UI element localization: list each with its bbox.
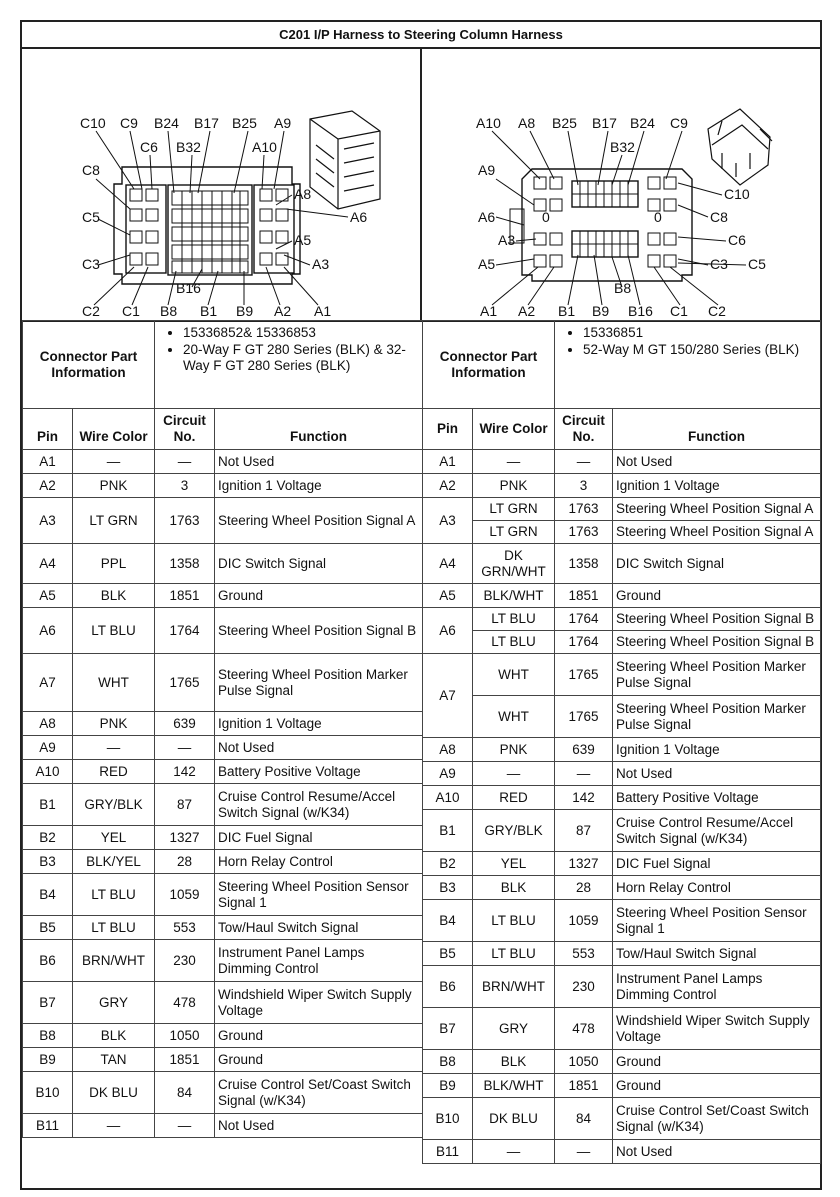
pin-header: Pin (23, 409, 73, 450)
wire-color-cell: BLK/WHT (473, 584, 555, 608)
function-cell: Steering Wheel Position Marker Pulse Signal (613, 696, 821, 738)
pin-cell: B1 (423, 810, 473, 852)
wire-color-cell: GRY (73, 982, 155, 1024)
pin-cell: A1 (23, 450, 73, 474)
function-cell: Steering Wheel Position Signal A (613, 521, 821, 544)
table-row (423, 450, 821, 474)
pin-cell: A3 (23, 498, 73, 544)
wire-color-cell: BLK (473, 1050, 555, 1074)
pin-cell: B6 (23, 940, 73, 982)
pin-cell: A2 (23, 474, 73, 498)
connector-info-bullets (155, 321, 423, 409)
pin-label: A8 (294, 186, 312, 202)
function-cell: Ground (613, 584, 821, 608)
pin-label: B16 (176, 280, 201, 296)
function-cell: DIC Fuel Signal (215, 826, 423, 850)
connector-part-number: • 15336851 (583, 325, 817, 341)
connector-description: • 52-Way M GT 150/280 Series (BLK) (583, 342, 817, 358)
connector-isometric-icon (310, 111, 380, 209)
function-cell: Steering Wheel Position Sensor Signal 1 (215, 874, 423, 916)
pin-cell: B3 (23, 850, 73, 874)
function-cell: Steering Wheel Position Signal A (613, 498, 821, 521)
table-row (23, 544, 423, 584)
circuit-cell: — (555, 1140, 613, 1164)
table-row (23, 760, 423, 784)
function-cell: Steering Wheel Position Sensor Signal 1 (613, 900, 821, 942)
function-cell: Ignition 1 Voltage (215, 474, 423, 498)
table-row (23, 784, 423, 826)
circuit-cell: 1851 (155, 1048, 215, 1072)
circuit-cell: — (155, 450, 215, 474)
pin-cell: A10 (23, 760, 73, 784)
table-row (23, 1048, 423, 1072)
wire-color-cell: — (473, 1140, 555, 1164)
pin-label: C2 (82, 303, 100, 319)
circuit-cell: 84 (155, 1072, 215, 1114)
pin-label: B32 (176, 139, 201, 155)
circuit-cell: 87 (155, 784, 215, 826)
pin-label: C5 (748, 256, 766, 272)
right-pinout-table (422, 320, 821, 1164)
circuit-cell: 1358 (555, 544, 613, 584)
pin-cell: A9 (423, 762, 473, 786)
pin-cell: A9 (23, 736, 73, 760)
connector-info-bullets (555, 321, 821, 409)
function-cell: Ground (215, 1048, 423, 1072)
circuit-header: Circuit No. (155, 409, 215, 450)
connector-description: • 20-Way F GT 280 Series (BLK) & 32-Way F GT 280 Series (BLK) (183, 342, 419, 374)
pin-label: B17 (592, 115, 617, 131)
pin-label: B24 (630, 115, 655, 131)
wire-color-cell: BLK/YEL (73, 850, 155, 874)
pin-label: C10 (724, 186, 750, 202)
connector-isometric-icon (708, 109, 772, 185)
table-row (423, 521, 821, 544)
circuit-cell: 1851 (555, 1074, 613, 1098)
table-row (423, 498, 821, 521)
pin-label: 0 (542, 209, 550, 225)
table-row (23, 498, 423, 544)
function-cell: Steering Wheel Position Marker Pulse Signal (613, 654, 821, 696)
function-cell: Ground (613, 1050, 821, 1074)
pin-label: B32 (610, 139, 635, 155)
wire-color-cell: — (473, 762, 555, 786)
table-row (23, 826, 423, 850)
pin-cell: B9 (23, 1048, 73, 1072)
table-row (23, 712, 423, 736)
table-row (423, 1140, 821, 1164)
pin-label: B1 (558, 303, 576, 319)
table-row (23, 608, 423, 654)
table-row (423, 654, 821, 696)
pin-label: A2 (518, 303, 536, 319)
pin-label: C1 (670, 303, 688, 319)
table-row (423, 474, 821, 498)
pin-cell: A7 (423, 654, 473, 738)
wire-color-cell: LT BLU (73, 874, 155, 916)
pin-label: C6 (728, 232, 746, 248)
wire-color-cell: GRY/BLK (73, 784, 155, 826)
pin-label: C3 (82, 256, 100, 272)
table-row (423, 810, 821, 852)
pin-label: B25 (232, 115, 257, 131)
circuit-cell: 28 (555, 876, 613, 900)
pin-cell: B8 (23, 1024, 73, 1048)
circuit-cell: — (155, 736, 215, 760)
pin-label: C6 (140, 139, 158, 155)
pin-label: A10 (252, 139, 277, 155)
wire-color-cell: TAN (73, 1048, 155, 1072)
function-cell: Ignition 1 Voltage (215, 712, 423, 736)
function-cell: Ground (215, 584, 423, 608)
pin-cell: B2 (423, 852, 473, 876)
wire-color-cell: YEL (473, 852, 555, 876)
wire-color-cell: BLK (473, 876, 555, 900)
wire-color-cell: WHT (473, 696, 555, 738)
pin-label: B24 (154, 115, 179, 131)
circuit-cell: 1059 (555, 900, 613, 942)
table-row (423, 942, 821, 966)
pin-label: B9 (236, 303, 254, 319)
pin-label: C2 (708, 303, 726, 319)
pin-label: 0 (654, 209, 662, 225)
pin-cell: B8 (423, 1050, 473, 1074)
pin-cell: B7 (423, 1008, 473, 1050)
pin-label: A9 (274, 115, 292, 131)
circuit-cell: 478 (155, 982, 215, 1024)
pin-label: C8 (82, 162, 100, 178)
wire-color-cell: YEL (73, 826, 155, 850)
table-row (423, 631, 821, 654)
circuit-cell: — (555, 762, 613, 786)
function-cell: Steering Wheel Position Signal A (215, 498, 423, 544)
table-row (423, 1098, 821, 1140)
function-cell: Instrument Panel Lamps Dimming Control (613, 966, 821, 1008)
wire-color-cell: DK GRN/WHT (473, 544, 555, 584)
wire-color-header: Wire Color (73, 409, 155, 450)
pin-label: C8 (710, 209, 728, 225)
circuit-cell: 1765 (155, 654, 215, 712)
wire-color-cell: RED (473, 786, 555, 810)
wire-color-cell: LT BLU (473, 942, 555, 966)
circuit-cell: 3 (555, 474, 613, 498)
left-connector-drawing (22, 49, 420, 320)
circuit-cell: 1050 (155, 1024, 215, 1048)
circuit-cell: 1327 (155, 826, 215, 850)
wire-color-cell: DK BLU (473, 1098, 555, 1140)
pin-label: A6 (350, 209, 368, 225)
pin-label: A3 (498, 232, 516, 248)
circuit-cell: 1851 (155, 584, 215, 608)
document-frame (20, 20, 822, 1190)
circuit-cell: 639 (155, 712, 215, 736)
wire-color-cell: BRN/WHT (473, 966, 555, 1008)
wire-color-cell: RED (73, 760, 155, 784)
wire-color-cell: PNK (473, 738, 555, 762)
table-row (423, 876, 821, 900)
function-cell: Ignition 1 Voltage (613, 738, 821, 762)
circuit-cell: 230 (555, 966, 613, 1008)
wire-color-cell: — (73, 1114, 155, 1138)
function-cell: Not Used (215, 1114, 423, 1138)
pin-cell: A8 (423, 738, 473, 762)
function-cell: Cruise Control Set/Coast Switch Signal (w/K34) (215, 1072, 423, 1114)
function-cell: Cruise Control Set/Coast Switch Signal (w/K34) (613, 1098, 821, 1140)
table-row (423, 584, 821, 608)
function-cell: Steering Wheel Position Signal B (613, 631, 821, 654)
pin-label: B16 (628, 303, 653, 319)
function-cell: Windshield Wiper Switch Supply Voltage (215, 982, 423, 1024)
function-cell: Battery Positive Voltage (613, 786, 821, 810)
wire-color-cell: LT BLU (473, 631, 555, 654)
pin-cell: A6 (423, 608, 473, 654)
wire-color-cell: — (73, 736, 155, 760)
pin-label: A2 (274, 303, 292, 319)
pin-header: Pin (423, 409, 473, 450)
pin-label: B17 (194, 115, 219, 131)
pin-cell: A2 (423, 474, 473, 498)
function-header: Function (613, 409, 821, 450)
pin-cell: A8 (23, 712, 73, 736)
right-connector-drawing (422, 49, 820, 320)
function-cell: Not Used (215, 450, 423, 474)
wire-color-cell: LT GRN (473, 498, 555, 521)
table-row (423, 738, 821, 762)
table-row (23, 1114, 423, 1138)
table-row (423, 966, 821, 1008)
wire-color-cell: LT GRN (73, 498, 155, 544)
table-row (423, 852, 821, 876)
pin-label: A5 (294, 232, 312, 248)
wire-color-cell: GRY (473, 1008, 555, 1050)
pin-cell: B5 (423, 942, 473, 966)
circuit-cell: — (155, 1114, 215, 1138)
circuit-cell: 3 (155, 474, 215, 498)
wire-color-cell: PPL (73, 544, 155, 584)
connector-info-heading: Connector Part Information (423, 321, 555, 409)
circuit-cell: 28 (155, 850, 215, 874)
pin-cell: A1 (423, 450, 473, 474)
right-connector-diagram (422, 49, 820, 322)
pin-cell: B10 (423, 1098, 473, 1140)
pin-label: C3 (710, 256, 728, 272)
pin-label: B25 (552, 115, 577, 131)
circuit-cell: 142 (155, 760, 215, 784)
pin-cell: B7 (23, 982, 73, 1024)
table-row (23, 850, 423, 874)
circuit-cell: 1764 (155, 608, 215, 654)
function-cell: DIC Fuel Signal (613, 852, 821, 876)
table-row (423, 762, 821, 786)
function-cell: Battery Positive Voltage (215, 760, 423, 784)
circuit-cell: 1358 (155, 544, 215, 584)
function-cell: Steering Wheel Position Signal B (215, 608, 423, 654)
function-cell: DIC Switch Signal (215, 544, 423, 584)
circuit-cell: 1050 (555, 1050, 613, 1074)
pin-label: B8 (160, 303, 178, 319)
table-row (423, 696, 821, 738)
pin-cell: B4 (423, 900, 473, 942)
wire-color-cell: LT BLU (73, 916, 155, 940)
left-pinout-table (22, 320, 423, 1138)
wire-color-cell: GRY/BLK (473, 810, 555, 852)
wire-color-cell: BLK (73, 584, 155, 608)
function-cell: Not Used (613, 762, 821, 786)
table-row (23, 654, 423, 712)
table-row (23, 1024, 423, 1048)
circuit-cell: 478 (555, 1008, 613, 1050)
function-cell: Instrument Panel Lamps Dimming Control (215, 940, 423, 982)
pin-cell: A5 (423, 584, 473, 608)
wire-color-cell: LT GRN (473, 521, 555, 544)
circuit-cell: 1763 (155, 498, 215, 544)
pin-label: C9 (120, 115, 138, 131)
table-row (23, 1072, 423, 1114)
function-cell: Not Used (613, 450, 821, 474)
pin-label: B9 (592, 303, 610, 319)
wire-color-cell: — (473, 450, 555, 474)
circuit-cell: 1851 (555, 584, 613, 608)
table-row (23, 474, 423, 498)
circuit-cell: 553 (155, 916, 215, 940)
pin-cell: A7 (23, 654, 73, 712)
pin-label: C10 (80, 115, 106, 131)
function-header: Function (215, 409, 423, 450)
page-title: C201 I/P Harness to Steering Column Harness (22, 22, 820, 49)
pin-cell: A5 (23, 584, 73, 608)
circuit-cell: 1764 (555, 608, 613, 631)
pin-label: B8 (614, 280, 632, 296)
pin-label: C5 (82, 209, 100, 225)
function-cell: Steering Wheel Position Signal B (613, 608, 821, 631)
pin-cell: A4 (23, 544, 73, 584)
table-row (423, 544, 821, 584)
pin-label: B1 (200, 303, 218, 319)
function-cell: Cruise Control Resume/Accel Switch Signal (w/K34) (215, 784, 423, 826)
function-cell: Not Used (613, 1140, 821, 1164)
pin-label: A10 (476, 115, 501, 131)
function-cell: Ground (613, 1074, 821, 1098)
table-row (423, 786, 821, 810)
table-row (23, 982, 423, 1024)
table-row (423, 900, 821, 942)
wire-color-cell: PNK (473, 474, 555, 498)
circuit-cell: 1763 (555, 498, 613, 521)
table-row (423, 1074, 821, 1098)
wire-color-cell: PNK (73, 474, 155, 498)
left-connector-diagram (22, 49, 422, 322)
pin-cell: A10 (423, 786, 473, 810)
pin-label: A6 (478, 209, 496, 225)
pin-label: A1 (480, 303, 498, 319)
circuit-cell: 84 (555, 1098, 613, 1140)
pin-cell: B9 (423, 1074, 473, 1098)
pin-cell: A6 (23, 608, 73, 654)
table-row (23, 450, 423, 474)
function-cell: Windshield Wiper Switch Supply Voltage (613, 1008, 821, 1050)
wire-color-cell: PNK (73, 712, 155, 736)
function-cell: Tow/Haul Switch Signal (613, 942, 821, 966)
function-cell: Ground (215, 1024, 423, 1048)
circuit-cell: 553 (555, 942, 613, 966)
function-cell: Steering Wheel Position Marker Pulse Signal (215, 654, 423, 712)
function-cell: Not Used (215, 736, 423, 760)
wire-color-cell: LT BLU (473, 608, 555, 631)
wire-color-cell: WHT (473, 654, 555, 696)
pin-cell: B1 (23, 784, 73, 826)
table-row (423, 608, 821, 631)
wire-color-cell: DK BLU (73, 1072, 155, 1114)
wire-color-header: Wire Color (473, 409, 555, 450)
function-cell: DIC Switch Signal (613, 544, 821, 584)
circuit-cell: 230 (155, 940, 215, 982)
pin-label: A8 (518, 115, 536, 131)
pin-cell: B6 (423, 966, 473, 1008)
pin-label: C9 (670, 115, 688, 131)
circuit-cell: 1059 (155, 874, 215, 916)
wire-color-cell: BLK/WHT (473, 1074, 555, 1098)
table-row (23, 940, 423, 982)
circuit-cell: 87 (555, 810, 613, 852)
pin-cell: B10 (23, 1072, 73, 1114)
wire-color-cell: WHT (73, 654, 155, 712)
table-row (23, 874, 423, 916)
function-cell: Horn Relay Control (613, 876, 821, 900)
circuit-cell: 1765 (555, 696, 613, 738)
table-row (23, 584, 423, 608)
circuit-header: Circuit No. (555, 409, 613, 450)
wire-color-cell: LT BLU (473, 900, 555, 942)
pin-cell: B4 (23, 874, 73, 916)
pin-label: C1 (122, 303, 140, 319)
circuit-cell: 639 (555, 738, 613, 762)
circuit-cell: — (555, 450, 613, 474)
connector-info-heading: Connector Part Information (23, 321, 155, 409)
pin-label: A5 (478, 256, 496, 272)
wire-color-cell: LT BLU (73, 608, 155, 654)
table-row (423, 1050, 821, 1074)
pin-cell: B11 (423, 1140, 473, 1164)
pin-label: A1 (314, 303, 332, 319)
connector-part-number: • 15336852& 15336853 (183, 325, 419, 341)
wire-color-cell: — (73, 450, 155, 474)
circuit-cell: 1765 (555, 654, 613, 696)
pin-cell: A4 (423, 544, 473, 584)
pin-cell: B11 (23, 1114, 73, 1138)
circuit-cell: 1764 (555, 631, 613, 654)
pin-label: A3 (312, 256, 330, 272)
pin-cell: B3 (423, 876, 473, 900)
pin-cell: B2 (23, 826, 73, 850)
pin-cell: B5 (23, 916, 73, 940)
table-row (423, 1008, 821, 1050)
circuit-cell: 142 (555, 786, 613, 810)
table-row (23, 736, 423, 760)
function-cell: Cruise Control Resume/Accel Switch Signal (w/K34) (613, 810, 821, 852)
function-cell: Horn Relay Control (215, 850, 423, 874)
wire-color-cell: BRN/WHT (73, 940, 155, 982)
pin-cell: A3 (423, 498, 473, 544)
table-row (23, 916, 423, 940)
wire-color-cell: BLK (73, 1024, 155, 1048)
pin-label: A9 (478, 162, 496, 178)
circuit-cell: 1763 (555, 521, 613, 544)
circuit-cell: 1327 (555, 852, 613, 876)
function-cell: Ignition 1 Voltage (613, 474, 821, 498)
function-cell: Tow/Haul Switch Signal (215, 916, 423, 940)
